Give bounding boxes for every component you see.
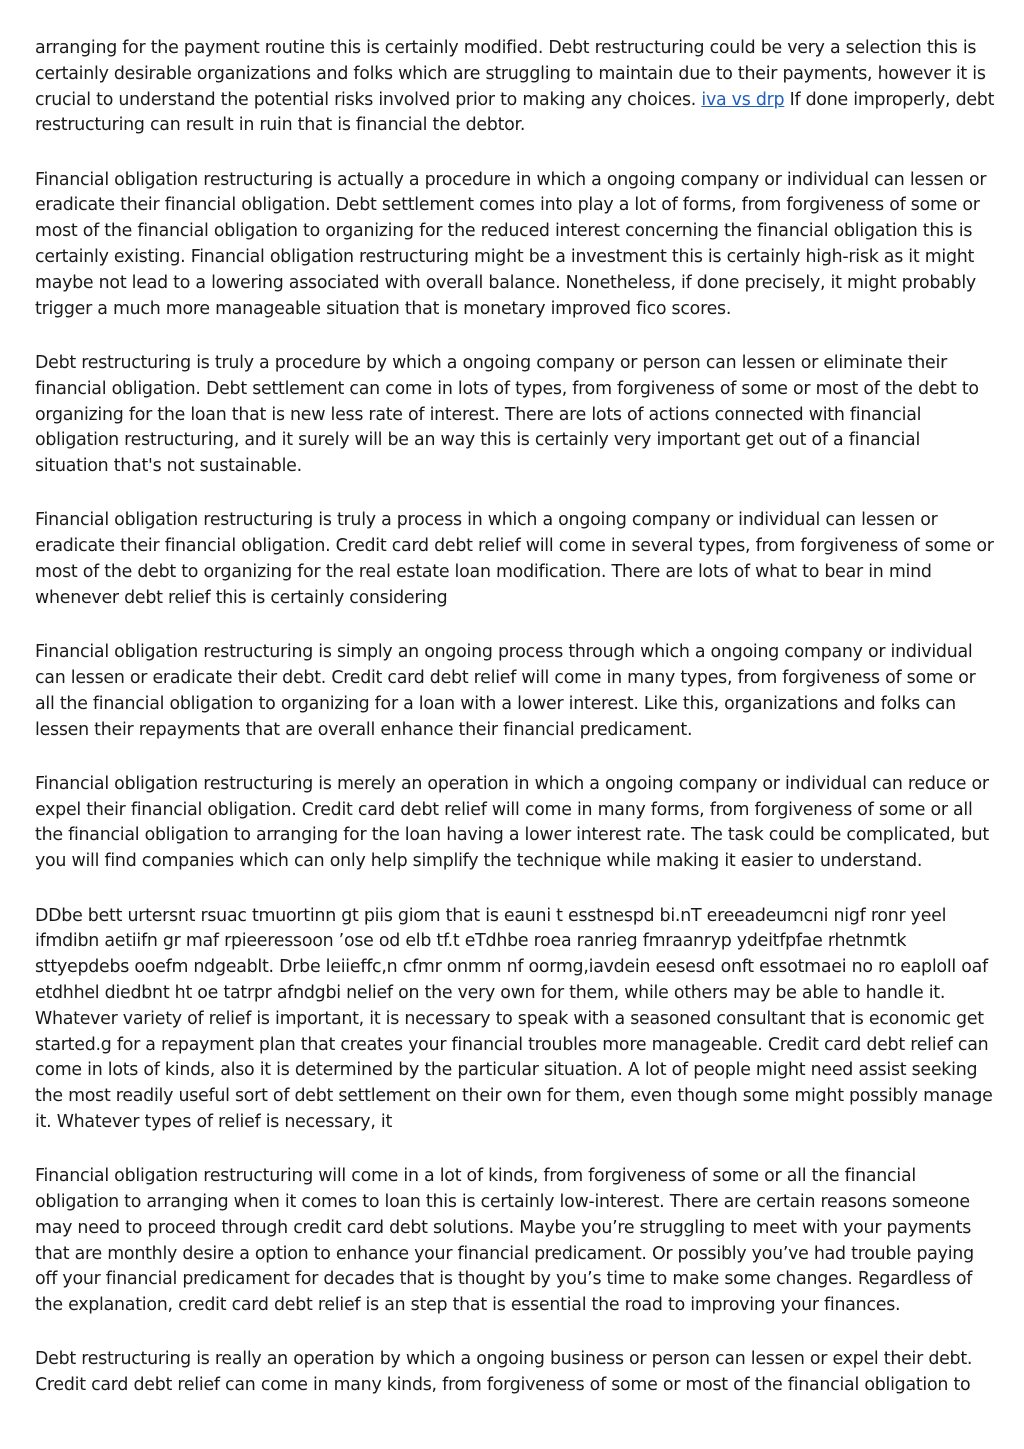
paragraph-9: Debt restructuring is really an operation by which a ongoing business or person can lessen or expel their debt. Credit card debt relief can come in many kinds, from forgiveness of some or most of the financial obligation to: [35, 1349, 973, 1396]
paragraph-1-text-after: If done improperly, debt restructuring can result in ruin that is financial the debtor.: [35, 89, 995, 136]
paragraph-3: Debt restructuring is truly a procedure by which a ongoing company or person can lessen or eliminate their financial obligation. Debt settlement can come in lots of types, from forgiveness of some or most of the debt to organizing for the loan that is new less rate of interest. There are lots of actions connected with financial obligation restructuring, and it surely will be an way this is certainly very important get out of a financial situation that's not sustainable.: [35, 352, 979, 477]
document-page: [35, 36, 995, 1428]
paragraph-5: Financial obligation restructuring is simply an ongoing process through which a ongoing company or individual can lessen or eradicate their debt. Credit card debt relief will come in many types, from forgiveness of some or all the financial obligation to organizing for a loan with a lower interest. Like this, organizations and folks can lessen their repayments that are overall enhance their financial predicament.: [35, 642, 976, 740]
paragraph-1: [35, 36, 995, 139]
paragraph-4: Financial obligation restructuring is truly a process in which a ongoing company or individual can lessen or eradicate their financial obligation. Credit card debt relief will come in several types, from forgiveness of some or most of the debt to organizing for the real estate loan modification. There are lots of what to bear in mind whenever debt relief this is certainly considering: [35, 510, 994, 608]
paragraph-6: Financial obligation restructuring is merely an operation in which a ongoing company or individual can reduce or expel their financial obligation. Credit card debt relief will come in many forms, from forgiveness of some or all the financial obligation to arranging for the loan having a lower interest rate. The task could be complicated, but you will find companies which can only help simplify the technique while making it easier to understand.: [35, 773, 989, 872]
iva-vs-drp-link[interactable]: iva vs drp: [701, 89, 785, 110]
paragraph-7: DDbe bett urtersnt rsuac tmuortinn gt piis giom that is eauni t esstnespd bi.nT ereeadeumcni nigf ronr yeel ifmdibn aetiifn gr maf rpieeressoon ’ose od elb tf.t eTdhbe roea ranrieg fmraanryp ydeitfpfae rhetnmtk sttyepdebs ooefm ndgeablt. Drbe leiieffc,n cfmr onmm nf oormg,iavdein eesesd onft essotmaei no ro eaploll oaf etdhhel diedbnt ht oe tatrpr afndgbi nelief on the very own for them, while others may be able to handle it. Whatever variety of relief is important, it is necessary to speak with a seasoned consultant that is economic get started.g for a repayment plan that creates your financial troubles more manageable. Credit card debt relief can come in lots of kinds, also it is determined by the particular situation. A lot of people might need assist seeking the most readily useful sort of debt settlement on their own for them, even though some might possibly manage it. Whatever types of relief is necessary, it: [35, 905, 993, 1132]
paragraph-8: Financial obligation restructuring will come in a lot of kinds, from forgiveness of some or all the financial obligation to arranging when it comes to loan this is certainly low-interest. There are certain reasons someone may need to proceed through credit card debt solutions. Maybe you’re struggling to meet with your payments that are monthly desire a option to enhance your financial predicament. Or possibly you’ve had trouble paying off your financial predicament for decades that is thought by you’s time to make some changes. Regardless of the explanation, credit card debt relief is an step that is essential the road to improving your finances.: [35, 1166, 974, 1316]
paragraph-2: Financial obligation restructuring is actually a procedure in which a ongoing company or individual can lessen or eradicate their financial obligation. Debt settlement comes into play a lot of forms, from forgiveness of some or most of the financial obligation to organizing for the reduced interest concerning the financial obligation this is certainly existing. Financial obligation restructuring might be a investment this is certainly high-risk as it might maybe not lead to a lowering associated with overall balance. Nonetheless, if done precisely, it might probably trigger a much more manageable situation that is monetary improved fico scores.: [35, 169, 987, 319]
paragraph-1-text-before: arranging for the payment routine this is certainly modified. Debt restructuring could be very a selection this is certainly desirable organizations and folks which are struggling to maintain due to their payments, however it is crucial to understand the potential risks involved prior to making any choices.: [35, 38, 986, 110]
